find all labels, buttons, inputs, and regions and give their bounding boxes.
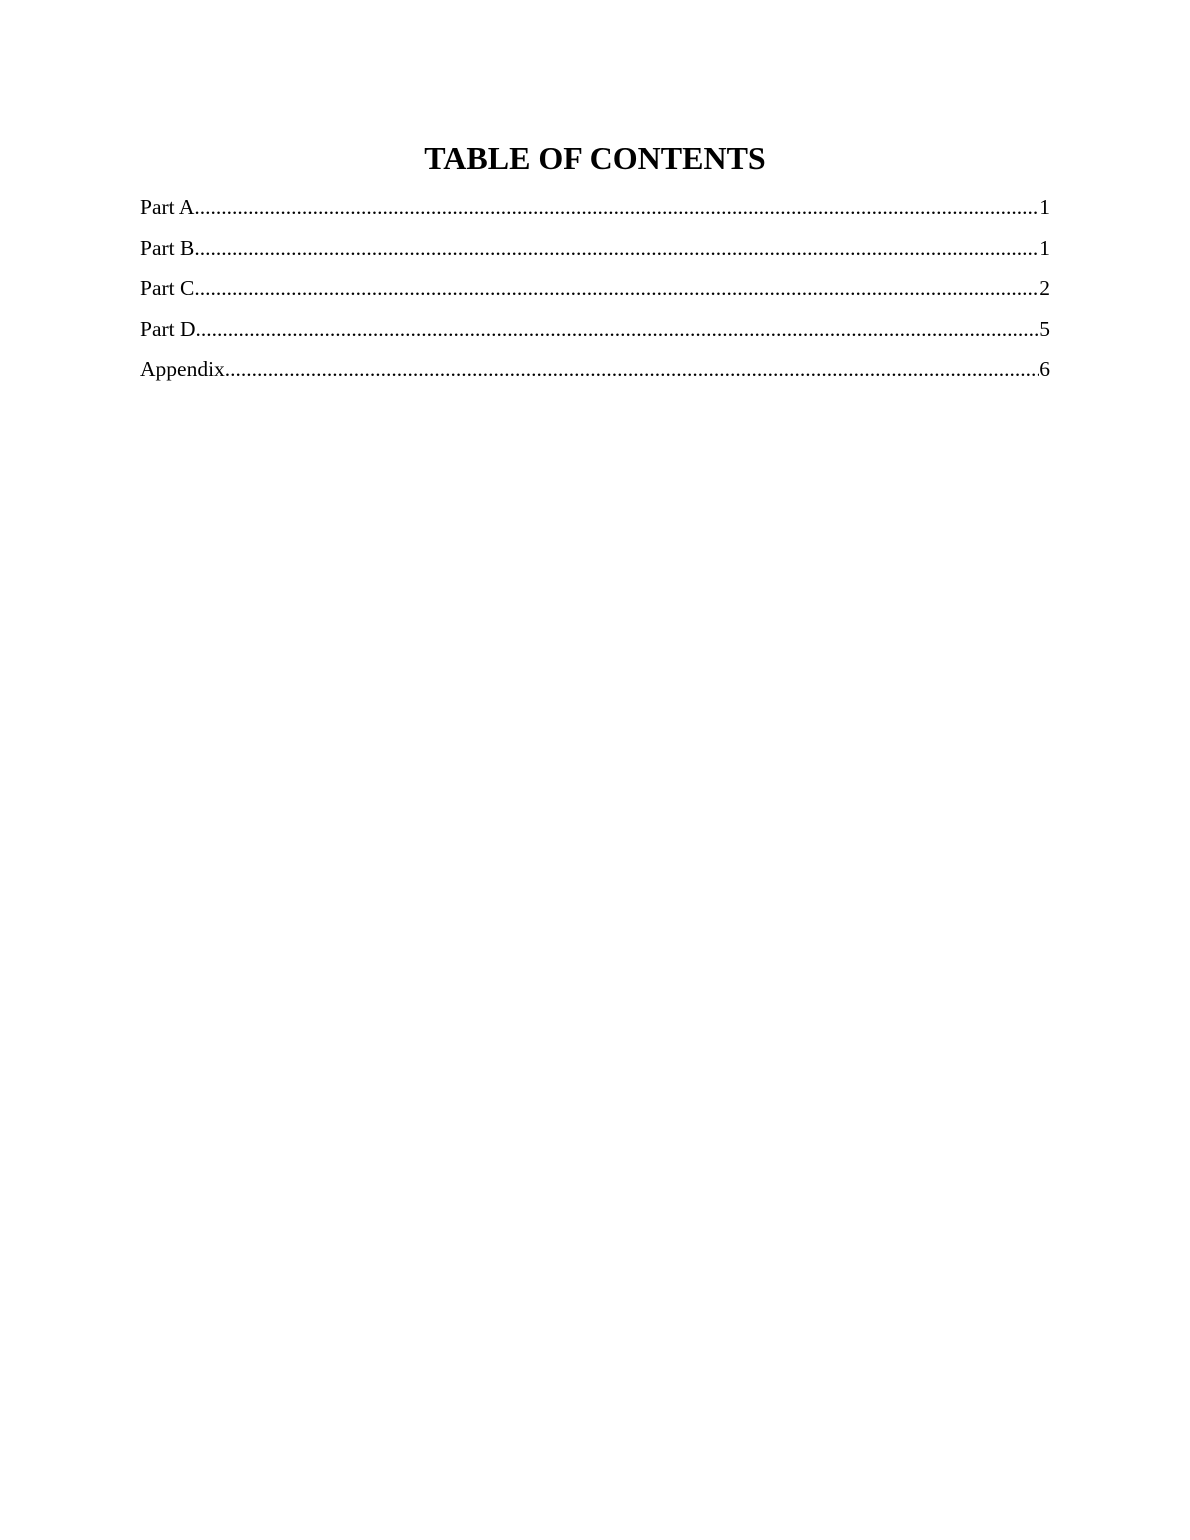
toc-entry-part-d[interactable] [140, 311, 1050, 352]
toc-entry-label: Part C [140, 276, 195, 300]
toc-entry-page-number: 1 [1039, 235, 1050, 260]
toc-dot-leader [194, 270, 1039, 306]
toc-dot-leader [225, 351, 1039, 387]
toc-entry-page-number: 6 [1039, 357, 1050, 381]
toc-entry-page-number: 2 [1039, 276, 1050, 300]
toc-list [140, 189, 1050, 392]
toc-entry-label: Part D [140, 316, 196, 341]
toc-dot-leader [194, 230, 1039, 266]
toc-dot-leader [196, 311, 1040, 347]
toc-dot-leader [194, 189, 1039, 225]
toc-entry-part-c[interactable] [140, 270, 1050, 311]
toc-entry-label: Part A [140, 195, 195, 219]
toc-entry-part-a[interactable] [140, 189, 1050, 230]
toc-entry-label: Appendix [140, 357, 225, 381]
toc-entry-page-number: 5 [1039, 316, 1050, 341]
toc-entry-appendix[interactable] [140, 351, 1050, 392]
toc-entry-page-number: 1 [1039, 195, 1050, 219]
toc-title: TABLE OF CONTENTS [424, 140, 766, 176]
toc-entry-label: Part B [140, 235, 195, 260]
toc-entry-part-b[interactable] [140, 230, 1050, 271]
